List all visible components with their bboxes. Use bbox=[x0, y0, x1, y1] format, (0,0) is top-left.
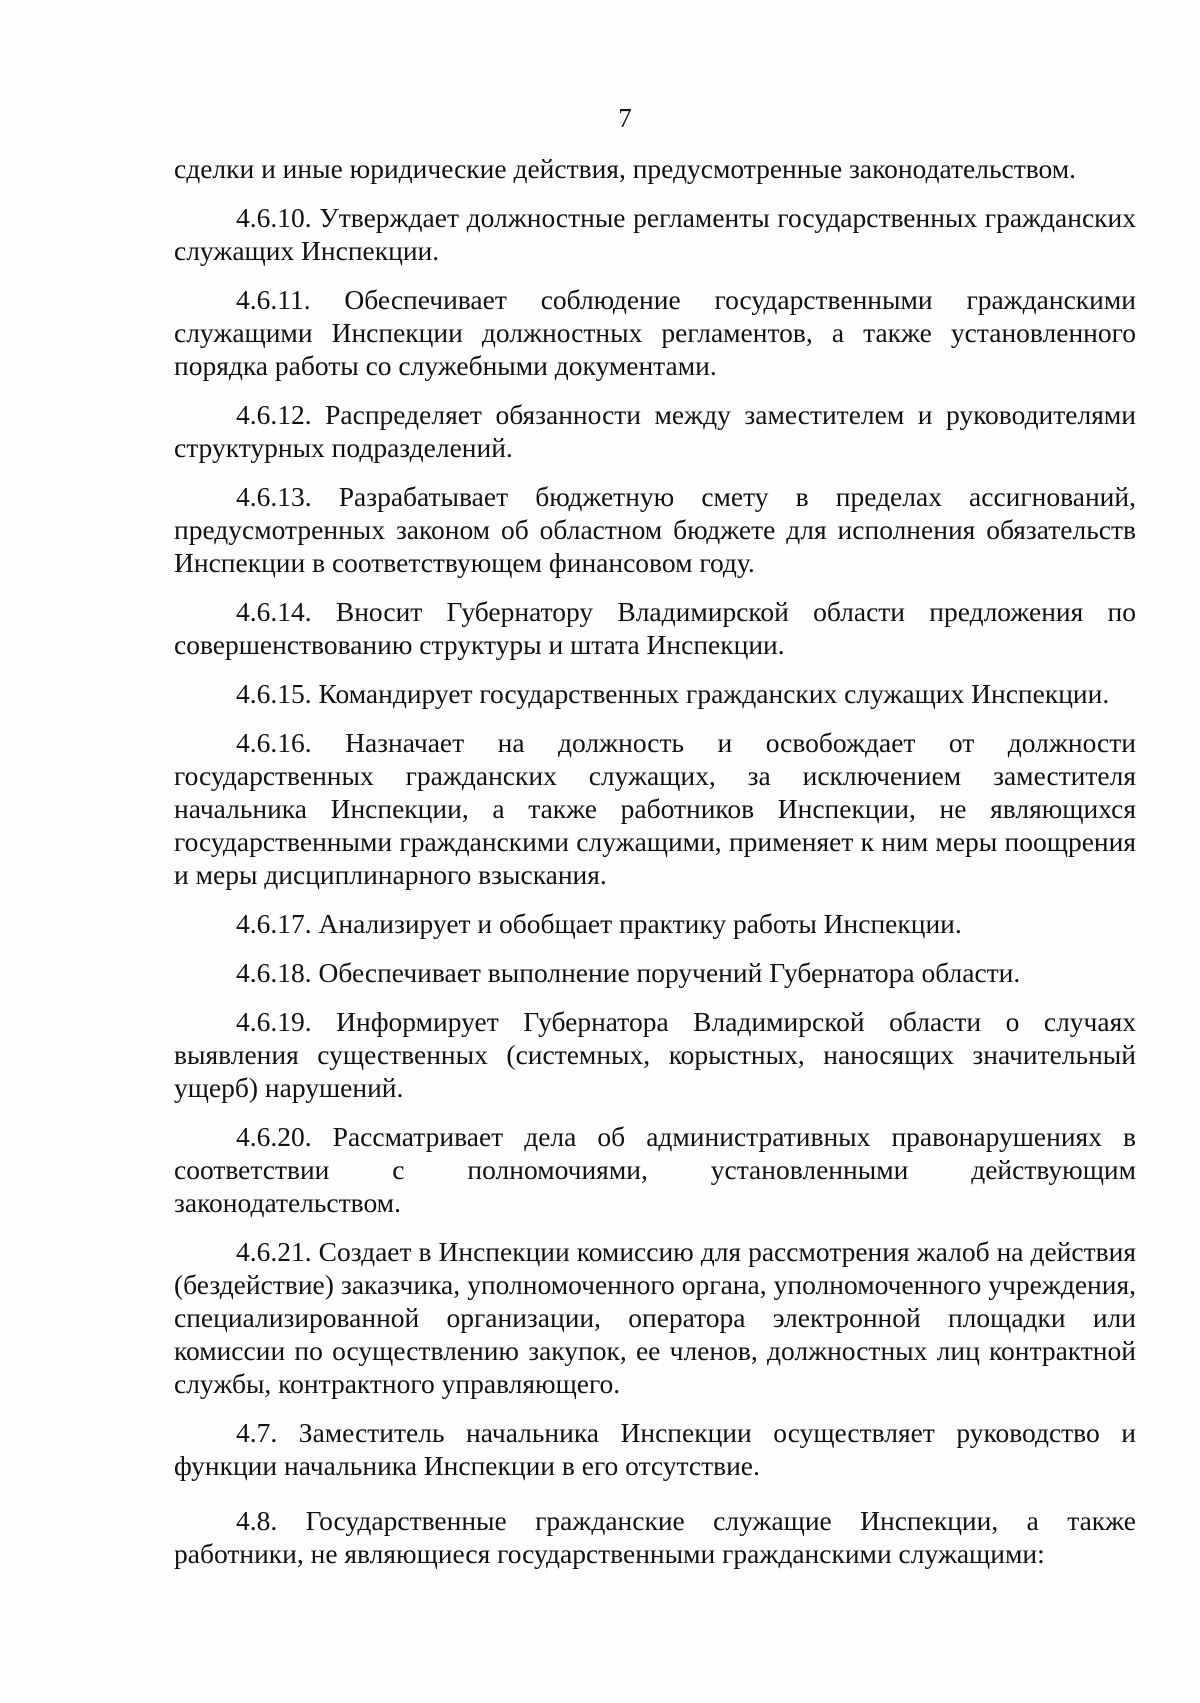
paragraph-4-6-15: 4.6.15. Командирует государственных гражданских служащих Инспекции. bbox=[236, 678, 1110, 709]
document-body bbox=[174, 152, 1136, 1586]
paragraph-4-6-17: 4.6.17. Анализирует и обобщает практику работы Инспекции. bbox=[236, 908, 962, 939]
paragraph-4-6-10: 4.6.10. Утверждает должностные регламенты государственных гражданских служащих Инспекции. bbox=[174, 202, 1136, 266]
paragraph-4-6-21: 4.6.21. Создает в Инспекции комиссию для рассмотрения жалоб на действия (бездействие) заказчика, уполномоченного органа, уполномоченного учреждения, специализированной организации, оператора электронной площадки или комиссии по осуществлению закупок, ее членов, должностных лиц контрактной службы, контрактного управляющего. bbox=[174, 1236, 1136, 1399]
paragraph-4-7: 4.7. Заместитель начальника Инспекции осуществляет руководство и функции начальника Инспекции в его отсутствие. bbox=[174, 1417, 1136, 1481]
page-number: 7 bbox=[618, 103, 632, 133]
paragraph-continuation: сделки и иные юридические действия, предусмотренные законодательством. bbox=[174, 153, 1077, 184]
paragraph-4-6-11: 4.6.11. Обеспечивает соблюдение государственными гражданскими служащими Инспекции должностных регламентов, а также установленного порядка работы со служебными документами. bbox=[174, 284, 1136, 381]
paragraph-4-6-14: 4.6.14. Вносит Губернатору Владимирской области предложения по совершенствованию структуры и штата Инспекции. bbox=[174, 596, 1136, 660]
paragraph-4-6-18: 4.6.18. Обеспечивает выполнение поручений Губернатора области. bbox=[236, 957, 1021, 988]
paragraph-4-6-16: 4.6.16. Назначает на должность и освобождает от должности государственных гражданских служащих, за исключением заместителя начальника Инспекции, а также работников Инспекции, не являющихся государственными гражданскими служащими, применяет к ним меры поощрения и меры дисциплинарного взыскания. bbox=[174, 727, 1136, 890]
paragraph-4-6-13: 4.6.13. Разрабатывает бюджетную смету в пределах ассигнований, предусмотренных законом об областном бюджете для исполнения обязательств Инспекции в соответствующем финансовом году. bbox=[174, 481, 1136, 578]
paragraph-4-6-12: 4.6.12. Распределяет обязанности между заместителем и руководителями структурных подразделений. bbox=[174, 399, 1136, 463]
paragraph-4-8: 4.8. Государственные гражданские служащие Инспекции, а также работники, не являющиеся государственными гражданскими служащими: bbox=[174, 1505, 1136, 1569]
paragraph-4-6-20: 4.6.20. Рассматривает дела об административных правонарушениях в соответствии с полномочиями, установленными действующим законодательством. bbox=[174, 1121, 1136, 1218]
paragraph-4-6-19: 4.6.19. Информирует Губернатора Владимирской области о случаях выявления существенных (системных, корыстных, наносящих значительный ущерб) нарушений. bbox=[174, 1006, 1136, 1103]
